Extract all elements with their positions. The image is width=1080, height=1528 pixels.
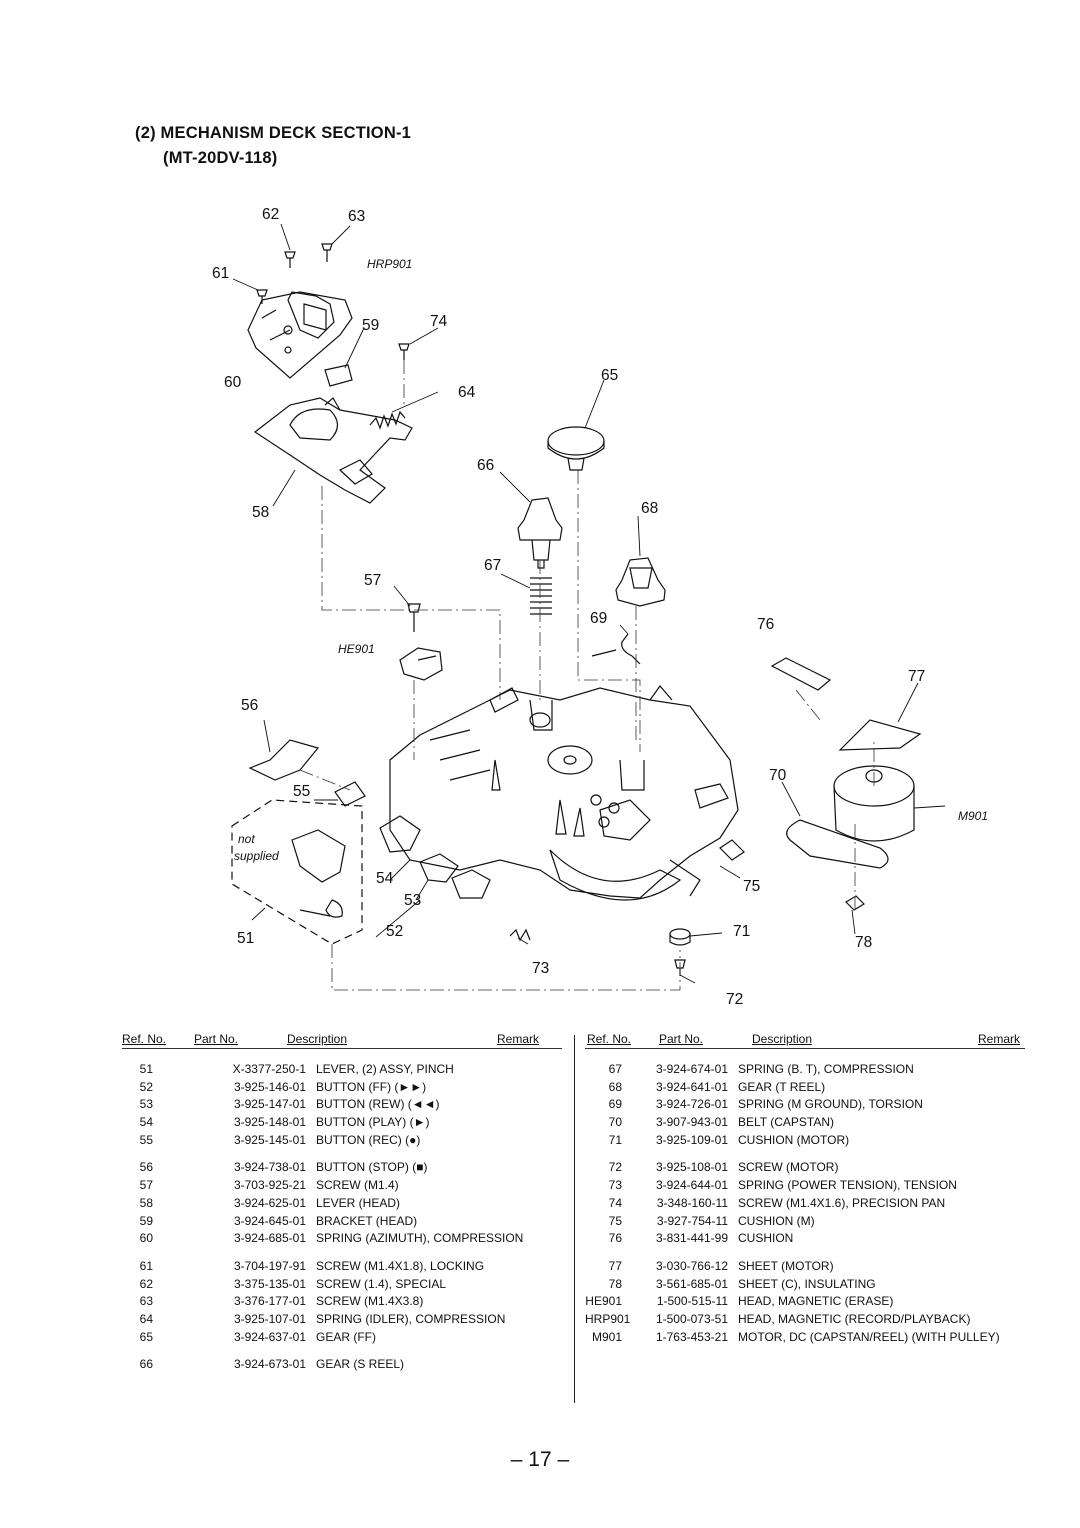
description-cell: BELT (CAPSTAN) (738, 1115, 835, 1130)
callout: 69 (590, 610, 608, 627)
part-no-cell: 3-927-754-11 (656, 1213, 728, 1228)
table-row (585, 1329, 1025, 1347)
callout: 64 (458, 384, 476, 401)
ref-no-cell: 55 (139, 1132, 153, 1147)
description-cell: SCREW (M1.4X1.8), LOCKING (316, 1258, 485, 1273)
part-no-header: Part No. (194, 1032, 239, 1046)
ref-no-cell: 64 (139, 1311, 153, 1326)
table-row (122, 1329, 562, 1347)
ref-no-cell: 52 (139, 1079, 153, 1094)
callout: 66 (477, 457, 495, 474)
ref-no-cell: 76 (608, 1231, 622, 1246)
table-row (122, 1356, 562, 1374)
part-no-cell: 3-925-107-01 (233, 1311, 306, 1326)
table-row (122, 1195, 562, 1213)
table-row (122, 1159, 562, 1177)
part-no-cell: 3-924-738-01 (233, 1160, 306, 1175)
part-no-cell: 3-924-645-01 (233, 1213, 306, 1228)
description-cell: HEAD, MAGNETIC (ERASE) (738, 1294, 894, 1309)
part-no-cell: 3-924-625-01 (233, 1195, 306, 1210)
callout: 55 (293, 783, 311, 800)
not-supplied-region (232, 800, 362, 944)
callout: 52 (386, 923, 404, 940)
description-cell: BUTTON (FF) (►►) (316, 1079, 427, 1094)
part-no-cell: 1-500-073-51 (655, 1311, 728, 1326)
callout: 70 (769, 767, 787, 784)
table-row (122, 1276, 562, 1294)
description-cell: GEAR (S REEL) (316, 1357, 405, 1372)
ref-no-cell: 69 (608, 1097, 622, 1112)
table-divider (574, 1035, 575, 1403)
callout: 74 (430, 313, 448, 330)
part-no-cell: 3-030-766-12 (655, 1258, 728, 1273)
description-cell: SHEET (C), INSULATING (738, 1276, 876, 1291)
description-cell: CUSHION (MOTOR) (738, 1132, 850, 1147)
table-row (585, 1114, 1025, 1132)
part-no-cell: 3-924-673-01 (233, 1357, 306, 1372)
table-row (585, 1258, 1025, 1276)
parts-rows (585, 1061, 1025, 1346)
pinch-lever-drawing (292, 830, 345, 917)
description-cell: SPRING (IDLER), COMPRESSION (316, 1311, 506, 1326)
ref-no-cell: 73 (608, 1178, 622, 1193)
ref-no-cell: 71 (608, 1132, 622, 1147)
ref-no-cell: 61 (139, 1258, 153, 1273)
t-reel-gear-drawing (616, 558, 665, 606)
table-row (585, 1311, 1025, 1329)
ref-no-cell: 59 (139, 1213, 153, 1228)
part-no-cell: 3-924-644-01 (655, 1178, 728, 1193)
part-no-cell: 3-924-637-01 (233, 1329, 306, 1344)
table-row (585, 1195, 1025, 1213)
description-cell: MOTOR, DC (CAPSTAN/REEL) (WITH PULLEY) (738, 1329, 1000, 1344)
ref-no-cell: 60 (139, 1231, 153, 1246)
callout: 53 (404, 892, 422, 909)
part-no-cell: 3-924-726-01 (655, 1097, 728, 1112)
description-cell: BRACKET (HEAD) (316, 1213, 418, 1228)
description-cell: LEVER, (2) ASSY, PINCH (316, 1062, 454, 1076)
part-no-cell: 3-561-685-01 (655, 1276, 728, 1291)
table-row (585, 1213, 1025, 1231)
part-no-cell: 3-925-108-01 (655, 1160, 728, 1175)
callout: 71 (733, 923, 751, 940)
table-row (122, 1230, 562, 1248)
table-row (585, 1177, 1025, 1195)
table-row (122, 1079, 562, 1097)
callout: 51 (237, 930, 255, 947)
part-no-cell: 3-348-160-11 (656, 1195, 728, 1210)
callout: 67 (484, 557, 502, 574)
table-row (122, 1311, 562, 1329)
ref-no-cell: 68 (608, 1079, 622, 1094)
ref-no-cell: 78 (608, 1276, 622, 1291)
callout: 73 (532, 960, 550, 977)
ref-no-cell: 51 (139, 1062, 153, 1076)
bt-spring-drawing (530, 578, 552, 614)
remark-header: Remark (978, 1032, 1021, 1046)
ref-no-cell: 70 (608, 1115, 622, 1130)
table-header (585, 1032, 1025, 1049)
table-row (122, 1096, 562, 1114)
table-row (122, 1061, 562, 1079)
ref-no-cell: 58 (139, 1195, 153, 1210)
callout: 77 (908, 668, 926, 685)
parts-table-left (122, 1032, 562, 1374)
callout: 72 (726, 991, 744, 1008)
idler-spring-drawing (370, 412, 405, 428)
parts-rows (122, 1061, 562, 1374)
m-ground-spring-drawing (622, 634, 640, 664)
ref-no-cell: 56 (139, 1160, 153, 1175)
table-row (585, 1293, 1025, 1311)
ref-no-cell: HE901 (585, 1294, 622, 1309)
table-row (585, 1061, 1025, 1079)
part-no-cell: 3-831-441-99 (655, 1231, 728, 1246)
ref-no-cell: 57 (139, 1178, 153, 1193)
ref-label: HRP901 (367, 257, 413, 271)
description-cell: LEVER (HEAD) (316, 1195, 401, 1210)
table-row (585, 1159, 1025, 1177)
callout: 58 (252, 504, 270, 521)
part-no-cell: 3-924-685-01 (233, 1231, 306, 1246)
ref-no-cell: 77 (608, 1258, 622, 1273)
part-no-cell: 3-375-135-01 (233, 1276, 306, 1291)
callout: 59 (362, 317, 380, 334)
description-cell: HEAD, MAGNETIC (RECORD/PLAYBACK) (738, 1311, 971, 1326)
table-row (122, 1114, 562, 1132)
description-cell: GEAR (FF) (316, 1329, 376, 1344)
diagram-drawing (232, 244, 920, 976)
description-cell: BUTTON (REW) (◄◄) (316, 1097, 440, 1112)
part-no-cell: 3-704-197-91 (233, 1258, 306, 1273)
ref-no-header: Ref. No. (122, 1032, 167, 1046)
callout: 65 (601, 367, 619, 384)
buttons-drawing (250, 740, 490, 898)
table-row (122, 1258, 562, 1276)
table-header (122, 1032, 562, 1049)
erase-head-drawing (400, 604, 442, 680)
s-reel-gear-drawing (518, 498, 562, 568)
table-row (122, 1213, 562, 1231)
table-row (122, 1177, 562, 1195)
callout: 68 (641, 500, 659, 517)
description-cell: SPRING (AZIMUTH), COMPRESSION (316, 1231, 524, 1246)
description-cell: SCREW (M1.4) (316, 1178, 399, 1193)
description-cell: BUTTON (STOP) (■) (316, 1160, 428, 1175)
not-supplied-note: supplied (234, 849, 279, 863)
head-lever-drawing (255, 398, 412, 503)
part-no-cell: 3-924-674-01 (655, 1062, 728, 1076)
part-no-cell: 3-925-147-01 (233, 1097, 306, 1112)
not-supplied-note: not (238, 832, 255, 846)
ff-gear-drawing (548, 427, 604, 470)
motor-drawing (720, 658, 920, 910)
section-subtitle: (MT-20DV-118) (163, 149, 278, 167)
table-row (585, 1079, 1025, 1097)
ref-no-header: Ref. No. (587, 1032, 632, 1046)
description-header: Description (752, 1032, 813, 1046)
description-cell: SCREW (MOTOR) (738, 1160, 839, 1175)
callout: 57 (364, 572, 382, 589)
description-cell: CUSHION (M) (738, 1213, 815, 1228)
ref-no-cell: 66 (139, 1357, 153, 1372)
callout: 75 (743, 878, 761, 895)
part-no-cell: 3-925-109-01 (655, 1132, 728, 1147)
ref-no-cell: 74 (608, 1195, 622, 1210)
callout: 56 (241, 697, 259, 714)
part-no-header: Part No. (659, 1032, 704, 1046)
part-no-cell: 1-500-515-11 (656, 1294, 728, 1309)
description-cell: SCREW (1.4), SPECIAL (316, 1276, 447, 1291)
description-cell: BUTTON (REC) (●) (316, 1132, 421, 1147)
part-no-cell: X-3377-250-1 (232, 1062, 306, 1076)
parts-table-right (585, 1032, 1025, 1346)
callout-numbers (212, 206, 988, 1008)
ref-no-cell: 75 (608, 1213, 622, 1228)
part-no-cell: 3-376-177-01 (233, 1294, 306, 1309)
part-no-cell: 3-925-146-01 (233, 1079, 306, 1094)
table-row (122, 1293, 562, 1311)
description-cell: SPRING (B. T), COMPRESSION (738, 1062, 914, 1076)
ref-no-cell: HRP901 (585, 1311, 631, 1326)
description-cell: SHEET (MOTOR) (738, 1258, 834, 1273)
ref-no-cell: 67 (608, 1062, 622, 1076)
callout: 63 (348, 208, 366, 225)
ref-no-cell: 54 (139, 1115, 153, 1130)
table-row (585, 1230, 1025, 1248)
ref-label: M901 (958, 809, 989, 823)
ref-no-cell: M901 (591, 1329, 622, 1344)
callout: 60 (224, 374, 242, 391)
part-no-cell: 3-703-925-21 (233, 1178, 306, 1193)
table-row (585, 1096, 1025, 1114)
remark-header: Remark (497, 1032, 540, 1046)
part-no-cell: 3-924-641-01 (655, 1079, 728, 1094)
callout: 76 (757, 616, 775, 633)
part-no-cell: 3-925-145-01 (233, 1132, 306, 1147)
page-number: – 17 – (510, 1448, 570, 1471)
ref-no-cell: 53 (139, 1097, 153, 1112)
description-cell: SCREW (M1.4X1.6), PRECISION PAN (738, 1195, 946, 1210)
ref-no-cell: 63 (139, 1294, 153, 1309)
description-cell: SPRING (POWER TENSION), TENSION (738, 1178, 957, 1193)
description-header: Description (287, 1032, 348, 1046)
ref-label: HE901 (338, 642, 375, 656)
part-no-cell: 1-763-453-21 (655, 1329, 728, 1344)
ref-no-cell: 62 (139, 1276, 153, 1291)
main-chassis-drawing (390, 686, 738, 900)
leader-lines (233, 224, 945, 983)
callout: 78 (855, 934, 873, 951)
section-title-text: (2) MECHANISM DECK SECTION-1 (135, 124, 412, 142)
description-cell: SCREW (M1.4X3.8) (316, 1294, 424, 1309)
callout: 62 (262, 206, 280, 223)
description-cell: CUSHION (738, 1231, 794, 1246)
part-no-cell: 3-925-148-01 (233, 1115, 306, 1130)
callout: 54 (376, 870, 394, 887)
description-cell: BUTTON (PLAY) (►) (316, 1115, 430, 1130)
ref-no-cell: 65 (139, 1329, 153, 1344)
description-cell: GEAR (T REEL) (738, 1079, 826, 1094)
ref-no-cell: 72 (608, 1160, 622, 1175)
part-no-cell: 3-907-943-01 (655, 1115, 728, 1130)
table-row (122, 1132, 562, 1150)
table-row (585, 1132, 1025, 1150)
description-cell: SPRING (M GROUND), TORSION (738, 1097, 923, 1112)
table-row (585, 1276, 1025, 1294)
callout: 61 (212, 265, 230, 282)
